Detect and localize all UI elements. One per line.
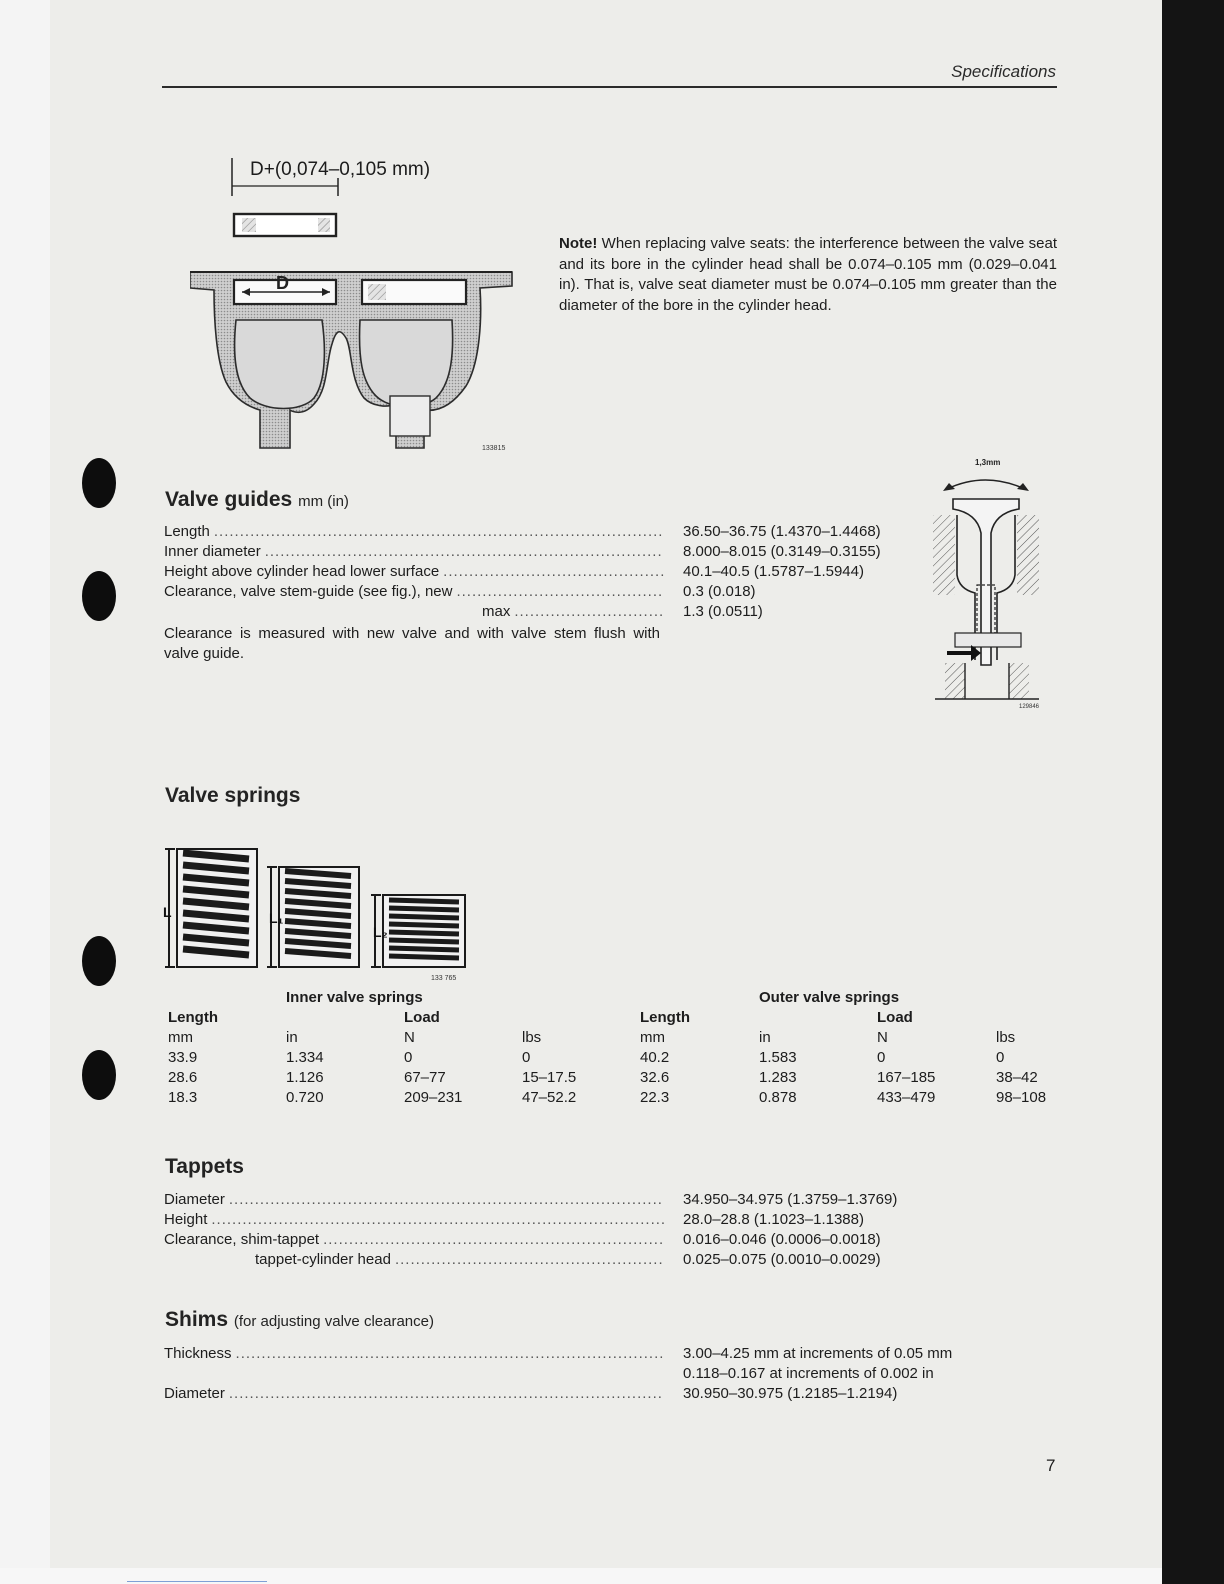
outer-cell: 98–108 (996, 1089, 1047, 1106)
spec-value: 40.1–40.5 (1.5787–1.5944) (683, 563, 864, 580)
inner-unit-lbs: lbs (522, 1029, 542, 1046)
spec-label: Thickness (164, 1345, 232, 1362)
binder-hole (82, 936, 116, 986)
valve-seat-note (559, 234, 1057, 316)
section-title: Specifications (951, 62, 1056, 81)
spec-row-height (164, 562, 664, 582)
spec-row-clearance-new (164, 582, 664, 602)
outer-cell: 1.283 (759, 1069, 797, 1086)
scan-edge (1162, 0, 1224, 1584)
valve-guide-figure (925, 455, 1050, 710)
guide-figure-code: 129846 (1019, 704, 1040, 710)
inner-unit-mm: mm (168, 1029, 193, 1046)
binder-hole (82, 458, 116, 508)
spec-value: 0.025–0.075 (0.0010–0.0029) (683, 1251, 881, 1268)
spec-value: 0.3 (0.018) (683, 583, 756, 600)
inner-load-header: Load (404, 1009, 440, 1026)
valve-springs-title: Valve springs (165, 784, 301, 807)
outer-load-header: Load (877, 1009, 913, 1026)
binder-hole (82, 571, 116, 621)
spec-value: 34.950–34.975 (1.3759–1.3769) (683, 1191, 898, 1208)
outer-cell: 22.3 (640, 1089, 670, 1106)
inner-cell: 0.720 (286, 1089, 324, 1106)
valve-guides-heading (165, 488, 349, 512)
spec-value: 8.000–8.015 (0.3149–0.3155) (683, 543, 881, 560)
spec-value: 36.50–36.75 (1.4370–1.4468) (683, 523, 881, 540)
outer-cell: 0 (996, 1049, 1005, 1066)
inner-cell: 15–17.5 (522, 1069, 577, 1086)
seat-d-label: D (276, 273, 289, 293)
inner-cell: 67–77 (404, 1069, 446, 1086)
outer-unit-mm: mm (640, 1029, 665, 1046)
spec-label: Inner diameter (164, 543, 261, 560)
note-text: When replacing valve seats: the interference between the valve seat and its bore in the cylinder head shall be 0.074–0.105 mm (0.029–0.041 in). That is, valve seat diameter must be 0.074–0.105 mm greater than the diameter of the bore in the cylinder head. (559, 235, 1057, 314)
spec-label: Clearance, valve stem-guide (see fig.), new (164, 583, 453, 600)
inner-cell: 0 (404, 1049, 413, 1066)
spec-label: Clearance, shim-tappet (164, 1231, 320, 1248)
page-number: 7 (1046, 1456, 1056, 1475)
valve-guides-title: Valve guides (165, 488, 293, 511)
inner-cell: 33.9 (168, 1049, 198, 1066)
spec-label: Length (164, 523, 210, 540)
spring-label-l: L (163, 904, 172, 920)
spec-row-tappet-height (164, 1210, 664, 1230)
inner-cell: 0 (522, 1049, 531, 1066)
spec-label: Diameter (164, 1191, 225, 1208)
inner-length-header: Length (168, 1009, 218, 1026)
outer-unit-in: in (759, 1029, 771, 1046)
shims-title: Shims (165, 1308, 229, 1331)
valve-guides-unit: mm (in) (298, 493, 349, 510)
spring-label-l1: L₁ (269, 910, 284, 926)
tappets-title: Tappets (165, 1155, 244, 1178)
spec-row-shim-thickness (164, 1344, 664, 1364)
inner-unit-n: N (404, 1029, 415, 1046)
inner-springs-title: Inner valve springs (286, 989, 423, 1006)
outer-cell: 1.583 (759, 1049, 797, 1066)
outer-cell: 40.2 (640, 1049, 670, 1066)
shims-subtitle: (for adjusting valve clearance) (233, 1313, 434, 1330)
spec-row-shim-tappet (164, 1230, 664, 1250)
scan-margin (0, 0, 50, 1568)
spring-figure-code: 133 765 (431, 975, 457, 982)
spec-row-length (164, 522, 664, 542)
inner-unit-in: in (286, 1029, 298, 1046)
outer-length-header: Length (640, 1009, 690, 1026)
spec-value: 1.3 (0.0511) (683, 603, 763, 620)
guide-dimension-label: 1,3mm (975, 458, 1001, 467)
spec-row-clearance-max (482, 602, 664, 622)
spec-label: Height (164, 1211, 208, 1228)
spec-value: 0.016–0.046 (0.0006–0.0018) (683, 1231, 881, 1248)
outer-cell: 0.878 (759, 1089, 797, 1106)
outer-springs-title: Outer valve springs (759, 989, 900, 1006)
spec-value: 30.950–30.975 (1.2185–1.2194) (683, 1385, 898, 1402)
inner-cell: 209–231 (404, 1089, 463, 1106)
spec-value: 28.0–28.8 (1.1023–1.1388) (683, 1211, 864, 1228)
spec-row-inner-diameter (164, 542, 664, 562)
spec-value: 3.00–4.25 mm at increments of 0.05 mm (683, 1345, 953, 1362)
spec-row-shim-diameter (164, 1384, 664, 1404)
inner-cell: 18.3 (168, 1089, 198, 1106)
header-rule (162, 86, 1057, 88)
inner-cell: 28.6 (168, 1069, 198, 1086)
valve-seat-figure (190, 148, 530, 460)
inner-cell: 47–52.2 (522, 1089, 577, 1106)
outer-cell: 38–42 (996, 1069, 1038, 1086)
spec-label: Height above cylinder head lower surface (164, 563, 440, 580)
spec-label: max (482, 603, 511, 620)
note-label: Note! (559, 235, 598, 252)
seat-dimension-label: D+(0,074–0,105 mm) (250, 159, 431, 180)
spec-value: 0.118–0.167 at increments of 0.002 in (683, 1365, 934, 1382)
spec-label: Diameter (164, 1385, 225, 1402)
binder-hole (82, 1050, 116, 1100)
outer-cell: 167–185 (877, 1069, 936, 1086)
valve-guides-note: Clearance is measured with new valve and with valve stem flush with valve guide. (164, 625, 660, 662)
page-link (127, 1581, 267, 1582)
outer-unit-lbs: lbs (996, 1029, 1016, 1046)
spec-label: tappet-cylinder head (255, 1251, 391, 1268)
inner-cell: 1.126 (286, 1069, 324, 1086)
outer-unit-n: N (877, 1029, 888, 1046)
inner-cell: 1.334 (286, 1049, 324, 1066)
outer-cell: 0 (877, 1049, 886, 1066)
outer-cell: 32.6 (640, 1069, 670, 1086)
seat-figure-code: 133815 (482, 445, 506, 452)
shims-heading (165, 1308, 434, 1332)
spec-row-tappet-cylinder-head (255, 1250, 664, 1270)
spec-row-tappet-diameter (164, 1190, 664, 1210)
valve-springs-figure (163, 845, 483, 985)
outer-cell: 433–479 (877, 1089, 936, 1106)
spring-label-l2: L₂ (373, 924, 388, 940)
